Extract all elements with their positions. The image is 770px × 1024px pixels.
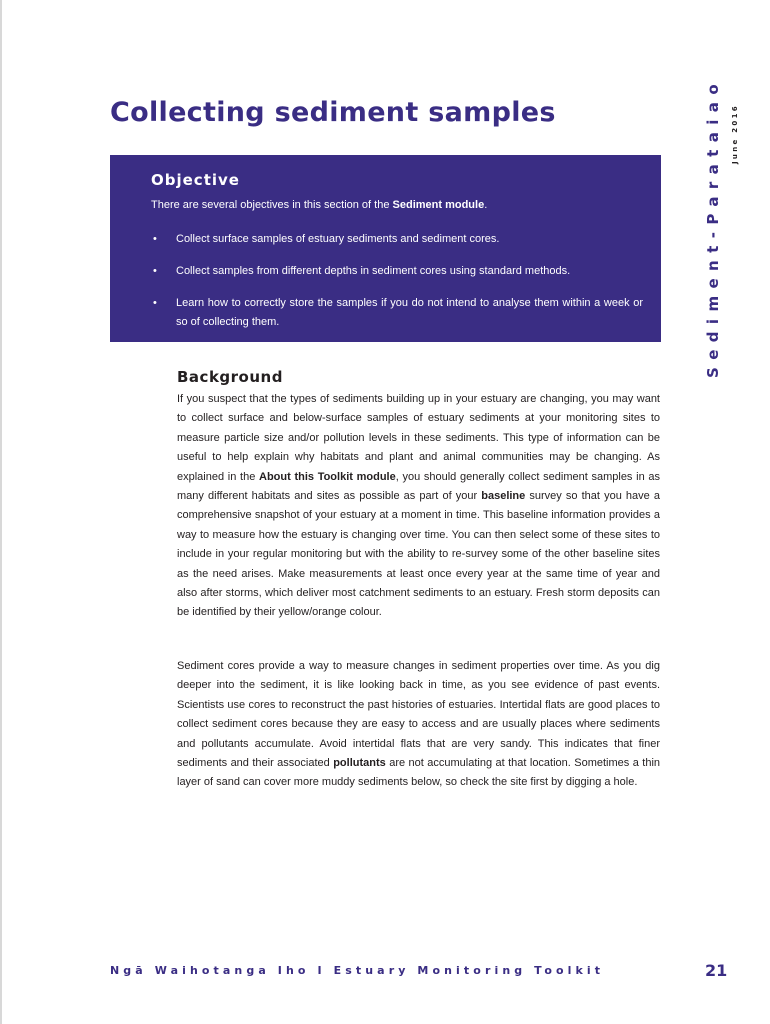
baseline-term: baseline [481,490,526,503]
paragraph-text: survey so that you have a comprehensive snapshot of your estuary at a moment in time. This baseline information provides a way to measure how the estuary is changing over time. You can then select some of these sites to include in your regular monitoring but with the ability to re-survey some of the other baseline sites as the need arises. Make measurements at least once every year at the same time of year and also after storms, which deliver most catchment sediments to an estuary. Fresh storm deposits can be identified by their yellow/orange colour. [177,490,660,619]
module-date: June 2016 [731,104,739,164]
objective-box [110,155,661,342]
paragraph-text: , you should generally collect sediment samples in as many different habitats and sites as possible as part of your [177,470,660,503]
objective-item: • Learn how to correctly store the samples if you do not intend to analyse them within a week or so of collecting them. [151,294,643,332]
objective-heading: Objective [151,171,240,189]
footer-toolkit-title: Ngā Waihotanga Iho I Estuary Monitoring Toolkit [110,964,605,977]
page-title: Collecting sediment samples [110,97,556,128]
sediment-module-link-text: Sediment module [392,199,485,211]
background-heading: Background [177,368,283,386]
page-edge [0,0,2,1024]
background-paragraph-2 [177,657,660,793]
about-toolkit-module-text: About this Toolkit module [259,470,396,483]
objective-item: • Collect samples from different depths in sediment cores using standard methods. [151,262,643,281]
objective-intro-end: . [484,199,488,211]
objective-item: • Collect surface samples of estuary sediments and sediment cores. [151,230,643,249]
paragraph-text: If you suspect that the types of sediments building up in your estuary are changing, you may want to collect surface and below-surface samples of estuary sediments at your monitoring sites to measure particle size and/or pollution levels in these sediments. This type of information can be useful to help explain why habitats and plant and animal communities may be changing. As explained in the [177,393,660,483]
background-paragraph-1 [177,390,660,623]
objective-intro [151,199,641,211]
paragraph-text: Sediment cores provide a way to measure changes in sediment properties over time. As you dig deeper into the sediment, it is like looking back in time, as you see evidence of past events. Scientists use cores to reconstruct the past histories of estuaries. Intertidal flats are good places to collect sediment cores because they are easy to access and are usually places where sediments and pollutants accumulate. Avoid intertidal flats that are very sandy. This indicates that finer sediments and their associated [177,660,660,770]
paragraph-text: are not accumulating at that location. Sometimes a thin layer of sand can cover more muddy sediments below, so check the site first by digging a hole. [177,757,660,789]
pollutants-term: pollutants [333,757,386,770]
objective-list [151,230,643,345]
page-number: 21 [705,961,728,980]
module-side-title: Sediment-Parataiao [704,76,722,378]
objective-intro-text: There are several objectives in this section of the [151,199,393,211]
